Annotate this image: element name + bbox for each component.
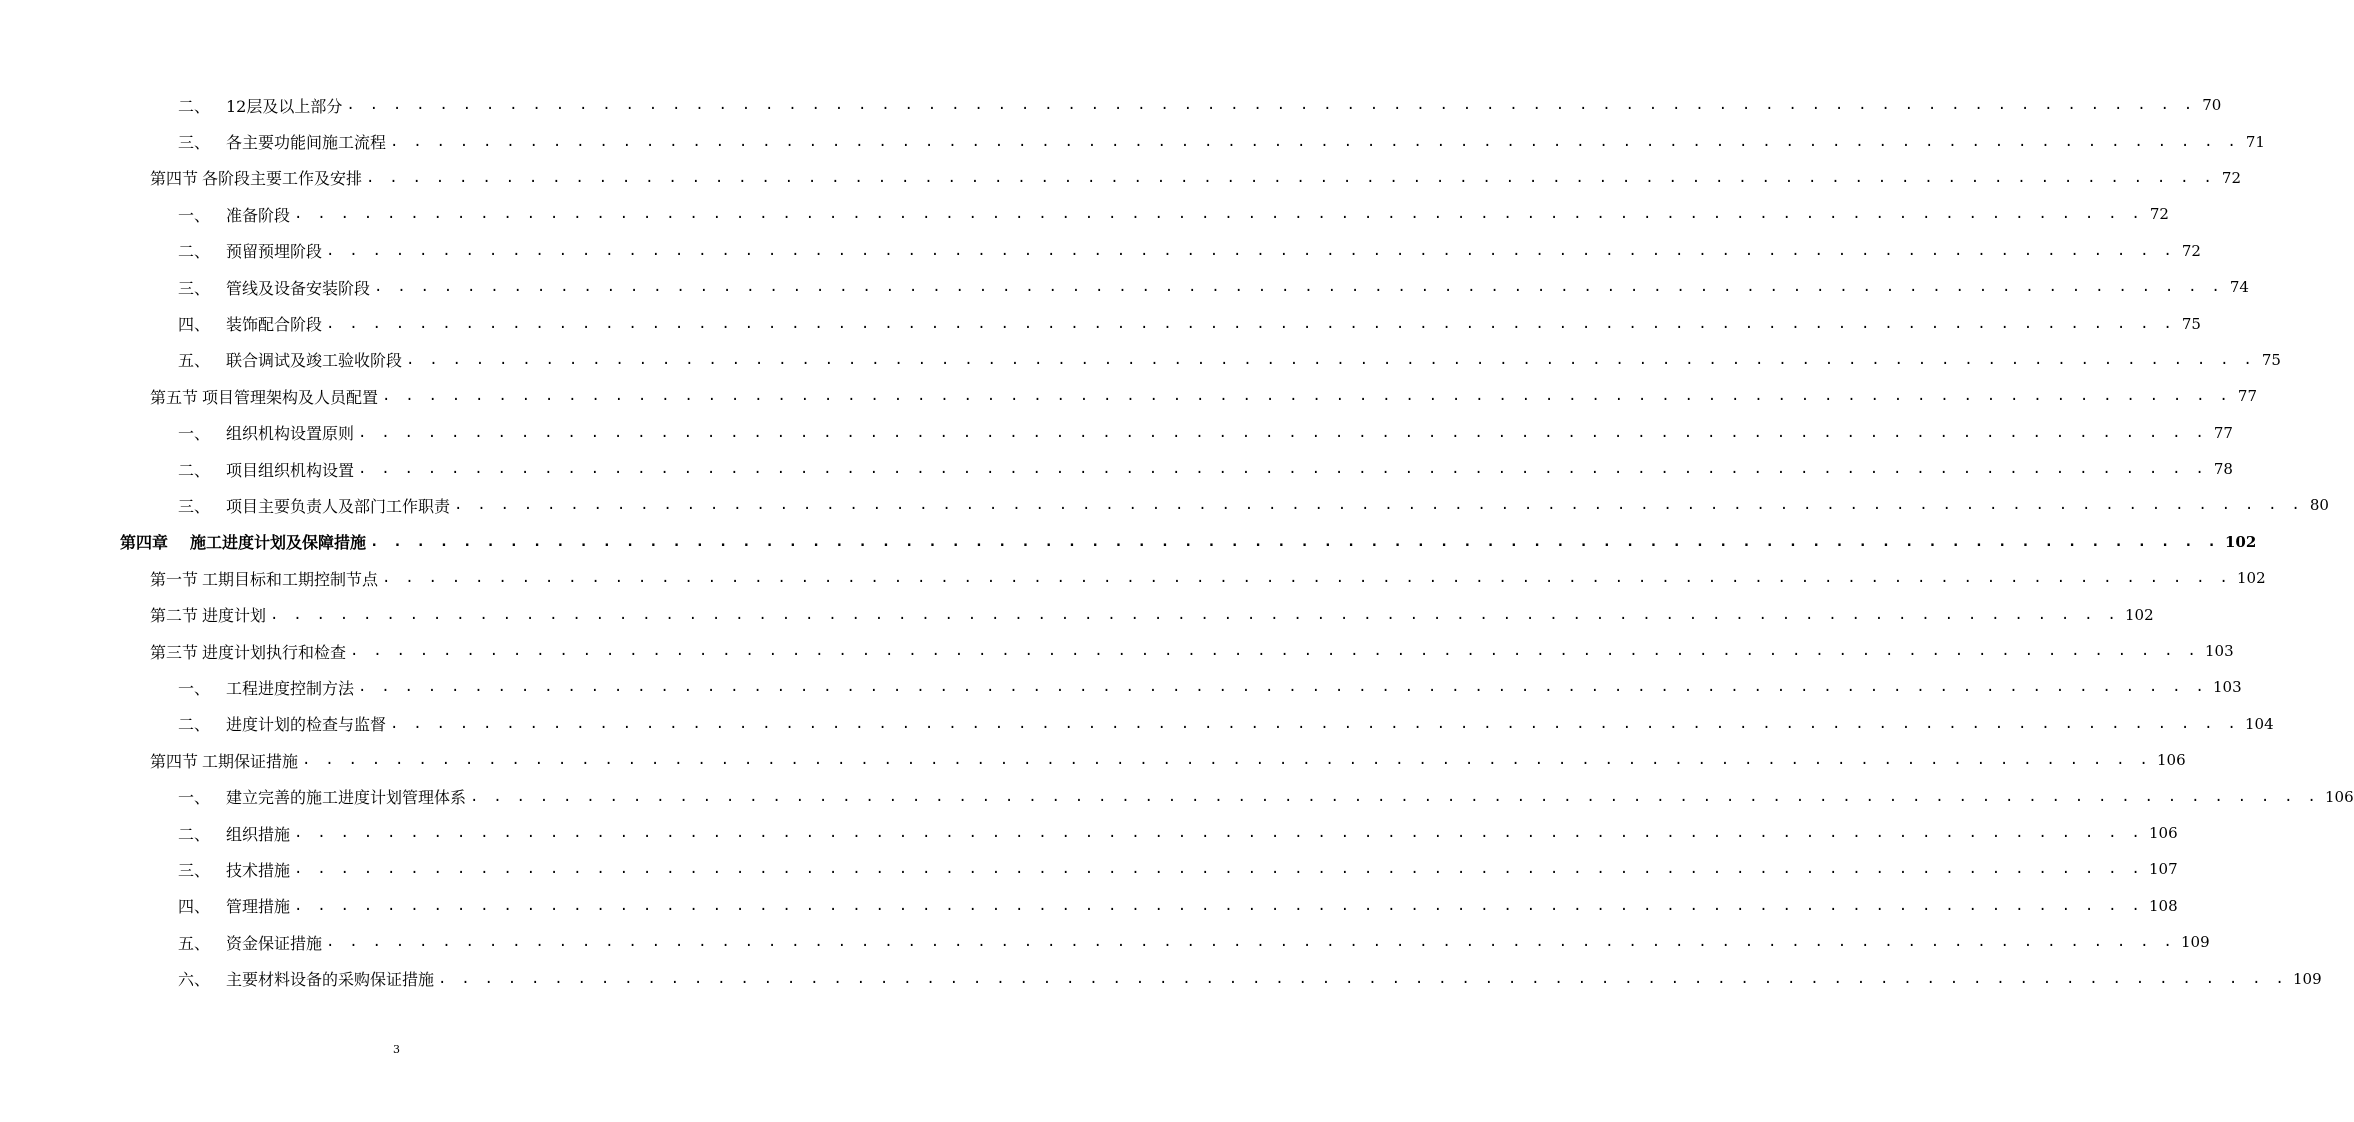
- toc-entry[interactable]: [0, 160, 2241, 196]
- toc-entry-title: 工期保证措施: [202, 751, 299, 771]
- toc-leader-dots: . . . . . . . . . . . . . . . . . . . . . . . . . . . . . . . . . . . . . . . . . . . . . . . . . . . . . . . . . . . . . . . . . . . . . . . . . . . . . . . .: [350, 643, 2199, 660]
- toc-entry-label: [178, 894, 294, 917]
- toc-leader-dots: . . . . . . . . . . . . . . . . . . . . . . . . . . . . . . . . . . . . . . . . . . . . . . . . . . . . . . . . . . . . . . . . . . . . . . . . . . . . . . . .: [326, 934, 2175, 951]
- toc-entry-label: [178, 203, 294, 226]
- toc-entry-title: 联合调试及竣工验收阶段: [226, 351, 403, 371]
- toc-entry-number: 五、: [178, 933, 211, 953]
- toc-entry-title: 工期目标和工期控制节点: [202, 569, 379, 589]
- toc-entry-title: 进度计划: [202, 606, 267, 626]
- toc-entry-label: [178, 712, 390, 735]
- toc-entry-number: 第五节: [150, 387, 199, 407]
- toc-entry-page: 106: [2157, 751, 2186, 770]
- toc-entry-number: 一、: [178, 424, 211, 444]
- toc-entry-page: 71: [2245, 132, 2265, 151]
- toc-leader-dots: . . . . . . . . . . . . . . . . . . . . . . . . . . . . . . . . . . . . . . . . . . . . . . . . . . . . . . . . . . . . . . . . . . . . . . . . . . . . . . . .: [382, 388, 2231, 405]
- toc-entry-label: [150, 640, 350, 663]
- toc-leader-dots: . . . . . . . . . . . . . . . . . . . . . . . . . . . . . . . . . . . . . . . . . . . . . . . . . . . . . . . . . . . . . . . . . . . . . . . . . . . . . . . .: [294, 897, 2143, 914]
- toc-entry[interactable]: [0, 669, 2242, 705]
- toc-leader-dots: . . . . . . . . . . . . . . . . . . . . . . . . . . . . . . . . . . . . . . . . . . . . . . . . . . . . . . . . . . . . . . . . . . . . . . . . . . . . . . . .: [294, 861, 2143, 878]
- toc-entry[interactable]: [0, 87, 2222, 123]
- toc-entry[interactable]: [0, 342, 2281, 378]
- toc-leader-dots: . . . . . . . . . . . . . . . . . . . . . . . . . . . . . . . . . . . . . . . . . . . . . . . . . . . . . . . . . . . . . . . . . . . . . . . . . . . . . . . .: [454, 497, 2303, 514]
- toc-leader-dots: . . . . . . . . . . . . . . . . . . . . . . . . . . . . . . . . . . . . . . . . . . . . . . . . . . . . . . . . . . . . . . . . . . . . . . . . . . . . . . . .: [374, 279, 2223, 296]
- page-number: 3: [393, 1043, 400, 1056]
- toc-leader-dots: . . . . . . . . . . . . . . . . . . . . . . . . . . . . . . . . . . . . . . . . . . . . . . . . . . . . . . . . . . . . . . . . . . . . . . . . . . . . . . . .: [294, 206, 2143, 223]
- table-of-contents: [0, 87, 2354, 997]
- toc-entry-page: 77: [2237, 387, 2257, 406]
- toc-entry-title: 工程进度控制方法: [226, 678, 355, 698]
- toc-entry-label: [178, 94, 346, 117]
- toc-leader-dots: . . . . . . . . . . . . . . . . . . . . . . . . . . . . . . . . . . . . . . . . . . . . . . . . . . . . . . . . . . . . . . . . . . . . . . . . . . . . . . . .: [358, 679, 2207, 696]
- toc-entry-page: 72: [2221, 168, 2241, 187]
- toc-entry[interactable]: [0, 196, 2169, 232]
- toc-entry-label: [178, 239, 326, 262]
- toc-entry-number: 二、: [178, 460, 211, 480]
- toc-entry[interactable]: [0, 742, 2186, 778]
- toc-entry-title: 装饰配合阶段: [226, 315, 323, 335]
- toc-entry-label: [178, 312, 326, 335]
- toc-entry-title: 12层及以上部分: [226, 96, 343, 116]
- toc-leader-dots: . . . . . . . . . . . . . . . . . . . . . . . . . . . . . . . . . . . . . . . . . . . . . . . . . . . . . . . . . . . . . . . . . . . . . . . . . . . . . . . .: [346, 97, 2196, 114]
- toc-entry-number: 一、: [178, 205, 211, 225]
- toc-entry[interactable]: [0, 924, 2210, 960]
- toc-entry-label: [178, 858, 294, 881]
- toc-entry-label: [178, 458, 358, 481]
- toc-entry-title: 预留预埋阶段: [226, 242, 323, 262]
- toc-entry[interactable]: [0, 451, 2233, 487]
- toc-entry[interactable]: [0, 415, 2233, 451]
- toc-entry-title: 技术措施: [226, 860, 291, 880]
- toc-entry-page: 109: [2292, 969, 2322, 988]
- toc-entry-title: 各阶段主要工作及安排: [202, 169, 363, 189]
- toc-entry-label: [178, 421, 358, 444]
- toc-entry-number: 第三节: [150, 642, 199, 662]
- toc-leader-dots: . . . . . . . . . . . . . . . . . . . . . . . . . . . . . . . . . . . . . . . . . . . . . . . . . . . . . . . . . . . . . . . . . . . . . . . . . . . . . . . .: [326, 242, 2175, 259]
- toc-entry-number: 六、: [178, 970, 211, 990]
- toc-entry-number: 第一节: [150, 569, 199, 589]
- toc-entry[interactable]: [0, 706, 2274, 742]
- toc-entry-label: [178, 676, 358, 699]
- toc-entry-title: 进度计划的检查与监督: [226, 715, 387, 735]
- toc-entry-number: 四、: [178, 315, 211, 335]
- toc-entry-title: 组织措施: [226, 824, 291, 844]
- toc-entry-label: [178, 130, 390, 153]
- toc-entry-number: 三、: [178, 860, 211, 880]
- toc-entry[interactable]: [0, 960, 2322, 996]
- toc-entry[interactable]: [0, 633, 2234, 669]
- toc-entry-page: 78: [2213, 460, 2233, 479]
- toc-entry-title: 施工进度计划及保障措施: [190, 533, 367, 553]
- toc-entry[interactable]: [0, 269, 2249, 305]
- toc-entry-label: [150, 166, 366, 189]
- toc-leader-dots: . . . . . . . . . . . . . . . . . . . . . . . . . . . . . . . . . . . . . . . . . . . . . . . . . . . . . . . . . . . . . . . . . . . . . . . . . . . . . . . .: [294, 825, 2143, 841]
- toc-entry-number: 二、: [178, 824, 211, 844]
- toc-entry-page: 103: [2205, 642, 2234, 661]
- toc-entry-label: [178, 785, 470, 808]
- toc-entry-number: 二、: [178, 242, 211, 262]
- toc-entry-number: 二、: [178, 96, 211, 116]
- toc-entry-title: 资金保证措施: [226, 933, 323, 953]
- toc-entry-number: 五、: [178, 351, 211, 371]
- toc-leader-dots: . . . . . . . . . . . . . . . . . . . . . . . . . . . . . . . . . . . . . . . . . . . . . . . . . . . . . . . . . . . . . . . . . . . . . . . . . . . . . . . .: [406, 351, 2255, 368]
- toc-entry[interactable]: [0, 123, 2265, 159]
- toc-entry-title: 各主要功能间施工流程: [226, 133, 387, 153]
- toc-entry-title: 项目组织机构设置: [226, 460, 355, 480]
- toc-entry-page: 75: [2261, 350, 2281, 369]
- toc-entry[interactable]: [0, 596, 2154, 632]
- toc-entry-page: 77: [2213, 423, 2233, 442]
- toc-entry-page: 102: [2237, 569, 2266, 588]
- toc-entry-label: [178, 276, 374, 299]
- toc-entry-label: [178, 967, 438, 990]
- toc-leader-dots: . . . . . . . . . . . . . . . . . . . . . . . . . . . . . . . . . . . . . . . . . . . . . . . . . . . . . . . . . . . . . . . . . . . . . . . . . . . . . . . .: [390, 715, 2239, 732]
- toc-entry-page: 70: [2202, 96, 2222, 115]
- toc-entry[interactable]: [0, 851, 2178, 887]
- toc-leader-dots: . . . . . . . . . . . . . . . . . . . . . . . . . . . . . . . . . . . . . . . . . . . . . . . . . . . . . . . . . . . . . . . . . . . . . . . . . . . . . . . .: [326, 315, 2175, 332]
- toc-entry-number: 第二节: [150, 606, 199, 626]
- toc-entry-label: [150, 749, 302, 772]
- toc-entry-number: 第四节: [150, 751, 199, 771]
- toc-entry-number: 四、: [178, 897, 211, 917]
- toc-entry[interactable]: [0, 815, 2178, 851]
- toc-entry[interactable]: [0, 378, 2257, 414]
- toc-entry-label: [178, 931, 326, 954]
- toc-entry-title: 项目主要负责人及部门工作职责: [226, 496, 451, 516]
- toc-leader-dots: . . . . . . . . . . . . . . . . . . . . . . . . . . . . . . . . . . . . . . . . . . . . . . . . . . . . . . . . . . . . . . . . . . . . . . . . . . . . . . . .: [382, 570, 2231, 587]
- toc-entry[interactable]: [0, 233, 2201, 269]
- toc-entry-page: 72: [2181, 241, 2201, 260]
- toc-entry-title: 主要材料设备的采购保证措施: [226, 970, 435, 990]
- toc-leader-dots: . . . . . . . . . . . . . . . . . . . . . . . . . . . . . . . . . . . . . . . . . . . . . . . . . . . . . . . . . . . . . . . . . . . . . . . . . . . . . . . .: [370, 533, 2219, 550]
- toc-entry-title: 进度计划执行和检查: [202, 642, 347, 662]
- toc-entry-page: 102: [2225, 532, 2257, 551]
- toc-entry-title: 管线及设备安装阶段: [226, 278, 371, 298]
- toc-entry-label: [178, 494, 454, 517]
- toc-entry-label: [150, 385, 382, 408]
- toc-entry-label: [120, 530, 370, 553]
- toc-entry-page: 104: [2244, 714, 2274, 733]
- toc-entry-page: 109: [2180, 933, 2210, 952]
- toc-entry-number: 一、: [178, 678, 211, 698]
- toc-entry-page: 72: [2149, 205, 2169, 224]
- toc-entry-number: 三、: [178, 133, 211, 153]
- toc-entry-page: 108: [2148, 896, 2178, 915]
- toc-entry[interactable]: [0, 524, 2257, 560]
- toc-entry-page: 80: [2309, 496, 2329, 515]
- toc-entry-title: 管理措施: [226, 897, 291, 917]
- toc-leader-dots: . . . . . . . . . . . . . . . . . . . . . . . . . . . . . . . . . . . . . . . . . . . . . . . . . . . . . . . . . . . . . . . . . . . . . . . . . . . . . . . .: [358, 424, 2207, 441]
- toc-entry-label: [150, 567, 382, 590]
- toc-entry-label: [178, 822, 294, 845]
- toc-entry-number: 一、: [178, 788, 211, 808]
- toc-entry[interactable]: [0, 560, 2266, 596]
- toc-leader-dots: . . . . . . . . . . . . . . . . . . . . . . . . . . . . . . . . . . . . . . . . . . . . . . . . . . . . . . . . . . . . . . . . . . . . . . . . . . . . . . . .: [358, 461, 2207, 478]
- toc-leader-dots: . . . . . . . . . . . . . . . . . . . . . . . . . . . . . . . . . . . . . . . . . . . . . . . . . . . . . . . . . . . . . . . . . . . . . . . . . . . . . . . .: [390, 133, 2239, 150]
- toc-entry-number: 第四章: [120, 533, 169, 553]
- toc-entry-title: 项目管理架构及人员配置: [202, 387, 379, 407]
- toc-leader-dots: . . . . . . . . . . . . . . . . . . . . . . . . . . . . . . . . . . . . . . . . . . . . . . . . . . . . . . . . . . . . . . . . . . . . . . . . . . . . . . . .: [470, 788, 2319, 805]
- toc-entry-number: 三、: [178, 278, 211, 298]
- toc-leader-dots: . . . . . . . . . . . . . . . . . . . . . . . . . . . . . . . . . . . . . . . . . . . . . . . . . . . . . . . . . . . . . . . . . . . . . . . . . . . . . . . .: [438, 970, 2287, 987]
- toc-entry-page: 107: [2148, 860, 2178, 879]
- toc-entry[interactable]: [0, 778, 2354, 814]
- toc-leader-dots: . . . . . . . . . . . . . . . . . . . . . . . . . . . . . . . . . . . . . . . . . . . . . . . . . . . . . . . . . . . . . . . . . . . . . . . . . . . . . . . .: [366, 169, 2215, 186]
- toc-entry-title: 建立完善的施工进度计划管理体系: [226, 788, 467, 808]
- toc-entry-number: 二、: [178, 715, 211, 735]
- toc-entry-label: [178, 348, 406, 371]
- toc-entry-page: 74: [2229, 278, 2249, 297]
- toc-entry[interactable]: [0, 888, 2178, 924]
- toc-entry-page: 102: [2125, 605, 2154, 624]
- toc-leader-dots: . . . . . . . . . . . . . . . . . . . . . . . . . . . . . . . . . . . . . . . . . . . . . . . . . . . . . . . . . . . . . . . . . . . . . . . . . . . . . . . .: [270, 606, 2119, 623]
- toc-entry-number: 三、: [178, 496, 211, 516]
- toc-entry-number: 第四节: [150, 169, 199, 189]
- toc-leader-dots: . . . . . . . . . . . . . . . . . . . . . . . . . . . . . . . . . . . . . . . . . . . . . . . . . . . . . . . . . . . . . . . . . . . . . . . . . . . . . . . .: [302, 752, 2151, 769]
- toc-entry-page: 106: [2148, 824, 2178, 842]
- toc-entry[interactable]: [0, 305, 2201, 341]
- toc-entry-page: 103: [2212, 678, 2242, 697]
- toc-entry-page: 106: [2324, 787, 2354, 806]
- toc-entry[interactable]: [0, 487, 2329, 523]
- toc-entry-label: [150, 603, 270, 626]
- toc-entry-title: 组织机构设置原则: [226, 424, 355, 444]
- toc-entry-page: 75: [2181, 314, 2201, 333]
- toc-entry-title: 准备阶段: [226, 205, 291, 225]
